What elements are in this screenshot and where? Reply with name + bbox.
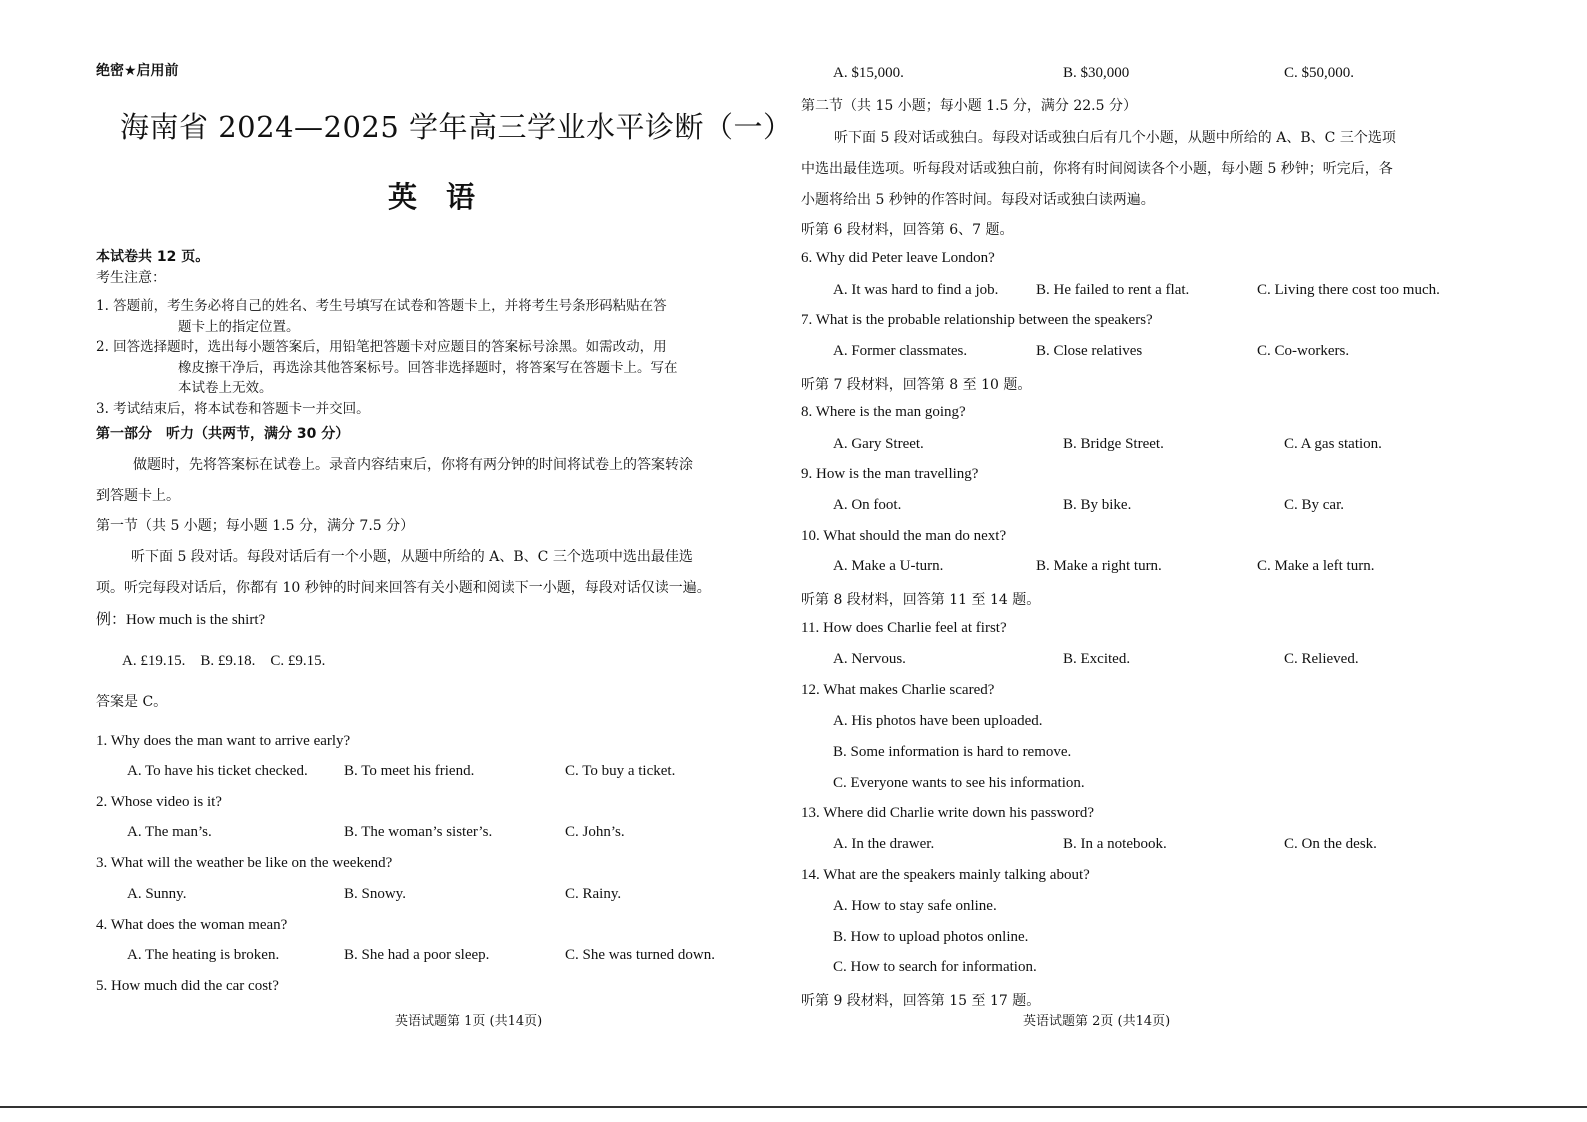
question-2: 2. Whose video is it? [96, 794, 222, 810]
q5-option-c: C. $50,000. [1284, 65, 1355, 81]
question-5: 5. How much did the car cost? [96, 978, 279, 994]
q3-option-a: A. Sunny. [127, 886, 187, 902]
notice-item-1: 1. 答题前，考生务必将自己的姓名、考生号填写在试卷和答题卡上，并将考生号条形码粘贴在答 [96, 298, 667, 314]
section1-heading: 第一节（共 5 小题；每小题 1.5 分，满分 7.5 分） [96, 518, 415, 534]
q11-option-a: A. Nervous. [833, 651, 906, 667]
notice-heading: 考生注意： [96, 270, 166, 286]
question-8: 8. Where is the man going? [801, 404, 966, 420]
q2-option-b: B. The woman’s sister’s. [344, 824, 493, 840]
q14-option-b: B. How to upload photos online. [833, 929, 1029, 945]
q10-option-b: B. Make a right turn. [1036, 558, 1162, 574]
q13-option-a: A. In the drawer. [833, 836, 935, 852]
question-7: 7. What is the probable relationship between the speakers? [801, 312, 1153, 328]
q12-option-a: A. His photos have been uploaded. [833, 713, 1043, 729]
q1-option-c: C. To buy a ticket. [565, 763, 676, 779]
q4-option-b: B. She had a poor sleep. [344, 947, 490, 963]
section1-instruction-cont: 项。听完每段对话后，你都有 10 秒钟的时间来回答有关小题和阅读下一小题，每段对话仅读一遍。 [96, 580, 711, 596]
exam-title: 海南省 2024—2025 学年高三学业水平诊断（一） [120, 110, 793, 144]
q8-option-b: B. Bridge Street. [1063, 436, 1164, 452]
q11-option-b: B. Excited. [1063, 651, 1131, 667]
question-14: 14. What are the speakers mainly talking about? [801, 867, 1090, 883]
q7-option-a: A. Former classmates. [833, 343, 968, 359]
q5-option-b: B. $30,000 [1063, 65, 1130, 81]
question-10: 10. What should the man do next? [801, 528, 1007, 544]
q2-option-a: A. The man’s. [127, 824, 212, 840]
q9-option-a: A. On foot. [833, 497, 902, 513]
question-6: 6. Why did Peter leave London? [801, 250, 995, 266]
q3-option-b: B. Snowy. [344, 886, 406, 902]
page-count-note: 本试卷共 12 页。 [96, 249, 210, 265]
q13-option-c: C. On the desk. [1284, 836, 1377, 852]
part1-heading: 第一部分 听力（共两节，满分 30 分） [96, 426, 350, 442]
part1-instruction-cont: 到答题卡上。 [96, 488, 180, 504]
material-7-heading: 听第 7 段材料，回答第 8 至 10 题。 [801, 377, 1032, 393]
question-4: 4. What does the woman mean? [96, 917, 288, 933]
q14-option-a: A. How to stay safe online. [833, 898, 997, 914]
notice-item-3: 3. 考试结束后，将本试卷和答题卡一并交回。 [96, 401, 370, 417]
q7-option-c: C. Co-workers. [1257, 343, 1350, 359]
question-11: 11. How does Charlie feel at first? [801, 620, 1007, 636]
subject-title: 英 语 [388, 180, 476, 214]
notice-item-2: 2. 回答选择题时，选出每小题答案后，用铅笔把答题卡对应题目的答案标号涂黑。如需改动，用 [96, 339, 667, 355]
section1-instruction: 听下面 5 段对话。每段对话后有一个小题，从题中所给的 A、B、C 三个选项中选出最佳选 [131, 549, 693, 565]
q4-option-c: C. She was turned down. [565, 947, 715, 963]
q9-option-c: C. By car. [1284, 497, 1344, 513]
material-8-heading: 听第 8 段材料，回答第 11 至 14 题。 [801, 592, 1041, 608]
question-13: 13. Where did Charlie write down his password? [801, 805, 1094, 821]
question-1: 1. Why does the man want to arrive early? [96, 733, 351, 749]
notice-item-1-cont: 题卡上的指定位置。 [178, 319, 300, 335]
q8-option-a: A. Gary Street. [833, 436, 924, 452]
q14-option-c: C. How to search for information. [833, 959, 1037, 975]
page-footer-right: 英语试题第 2页 (共14页) [1023, 1014, 1171, 1029]
q4-option-a: A. The heating is broken. [127, 947, 280, 963]
q3-option-c: C. Rainy. [565, 886, 622, 902]
q2-option-c: C. John’s. [565, 824, 625, 840]
page-footer-left: 英语试题第 1页 (共14页) [395, 1014, 543, 1029]
part1-instruction: 做题时，先将答案标在试卷上。录音内容结束后，你将有两分钟的时间将试卷上的答案转涂 [133, 457, 693, 473]
q6-option-b: B. He failed to rent a flat. [1036, 282, 1190, 298]
q1-option-b: B. To meet his friend. [344, 763, 475, 779]
q10-option-a: A. Make a U-turn. [833, 558, 944, 574]
q11-option-c: C. Relieved. [1284, 651, 1359, 667]
section2-instruction-cont: 中选出最佳选项。听每段对话或独白前，你将有时间阅读各个小题，每小题 5 秒钟；听完后，各 [801, 161, 1393, 177]
q6-option-c: C. Living there cost too much. [1257, 282, 1440, 298]
section2-instruction: 听下面 5 段对话或独白。每段对话或独白后有几个小题，从题中所给的 A、B、C 三个选项 [834, 130, 1396, 146]
q9-option-b: B. By bike. [1063, 497, 1132, 513]
q6-option-a: A. It was hard to find a job. [833, 282, 999, 298]
q10-option-c: C. Make a left turn. [1257, 558, 1375, 574]
confidential-mark: 绝密★启用前 [96, 63, 179, 79]
q1-option-a: A. To have his ticket checked. [127, 763, 308, 779]
material-9-heading: 听第 9 段材料，回答第 15 至 17 题。 [801, 993, 1041, 1009]
example-question: 例：How much is the shirt? [96, 612, 266, 628]
example-answer: 答案是 C。 [96, 694, 168, 710]
question-9: 9. How is the man travelling? [801, 466, 979, 482]
q12-option-c: C. Everyone wants to see his information. [833, 775, 1085, 791]
q7-option-b: B. Close relatives [1036, 343, 1143, 359]
section2-instruction-cont2: 小题将给出 5 秒钟的作答时间。每段对话或独白读两遍。 [801, 192, 1155, 208]
q8-option-c: C. A gas station. [1284, 436, 1382, 452]
question-3: 3. What will the weather be like on the weekend? [96, 855, 393, 871]
question-12: 12. What makes Charlie scared? [801, 682, 995, 698]
example-options: A. £19.15. B. £9.18. C. £9.15. [122, 653, 326, 669]
notice-item-2-cont: 橡皮擦干净后，再选涂其他答案标号。回答非选择题时，将答案写在答题卡上。写在 [178, 360, 678, 376]
q12-option-b: B. Some information is hard to remove. [833, 744, 1072, 760]
material-6-heading: 听第 6 段材料，回答第 6、7 题。 [801, 222, 1014, 238]
q5-option-a: A. $15,000. [833, 65, 904, 81]
scan-edge-line [0, 1106, 1587, 1108]
q13-option-b: B. In a notebook. [1063, 836, 1167, 852]
section2-heading: 第二节（共 15 小题；每小题 1.5 分，满分 22.5 分） [801, 98, 1137, 114]
notice-item-2-cont2: 本试卷上无效。 [178, 380, 273, 396]
